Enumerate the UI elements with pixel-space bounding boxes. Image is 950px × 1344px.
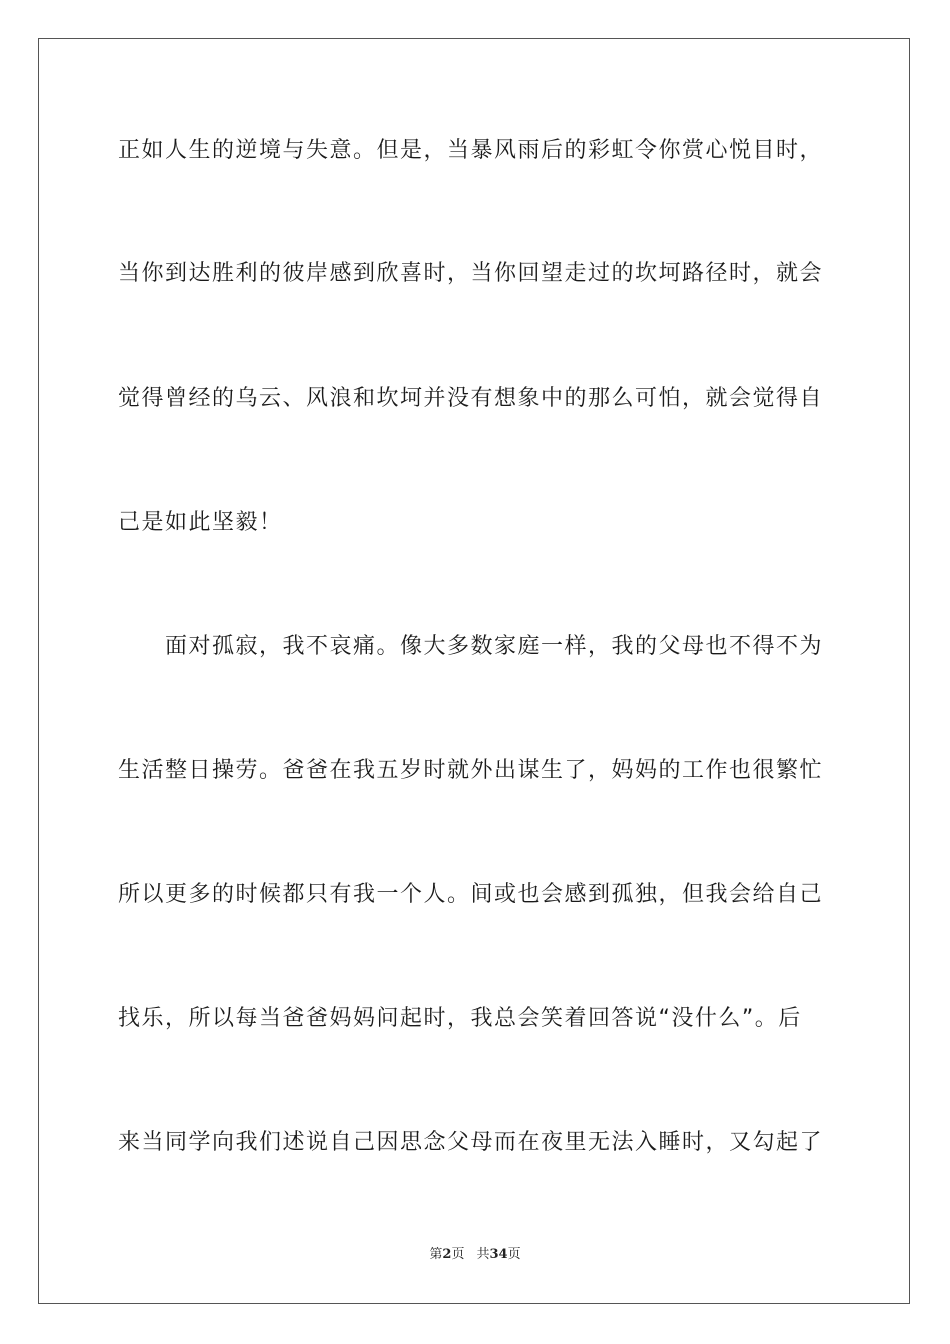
- text-line-6: 生活整日操劳。爸爸在我五岁时就外出谋生了，妈妈的工作也很繁忙: [118, 758, 824, 783]
- text-line-2: 当你到达胜利的彼岸感到欣喜时，当你回望走过的坎坷路径时，就会: [118, 261, 824, 286]
- text-line-3: 觉得曾经的乌云、风浪和坎坷并没有想象中的那么可怕，就会觉得自: [118, 386, 824, 411]
- page-footer: [0, 1246, 950, 1264]
- total-prefix: 共: [476, 1247, 490, 1262]
- text-line-1: 正如人生的逆境与失意。但是，当暴风雨后的彩虹令你赏心悦目时，: [118, 138, 824, 163]
- page-prefix: 第: [429, 1247, 443, 1262]
- total-suffix: 页: [507, 1247, 521, 1262]
- text-line-4: 己是如此坚毅！: [118, 510, 283, 535]
- page-suffix: 页: [451, 1247, 465, 1262]
- text-line-8: 找乐，所以每当爸爸妈妈问起时，我总会笑着回答说“没什么”。后: [118, 1006, 802, 1031]
- page-border: [38, 38, 910, 1304]
- paragraph-start-line: 面对孤寂，我不哀痛。像大多数家庭一样，我的父母也不得不为: [165, 634, 824, 659]
- page-number: 2: [442, 1247, 452, 1262]
- text-line-7: 所以更多的时候都只有我一个人。间或也会感到孤独，但我会给自己: [118, 882, 824, 907]
- text-line-9: 来当同学向我们述说自己因思念父母而在夜里无法入睡时，又勾起了: [118, 1130, 824, 1155]
- total-pages: 34: [489, 1247, 508, 1262]
